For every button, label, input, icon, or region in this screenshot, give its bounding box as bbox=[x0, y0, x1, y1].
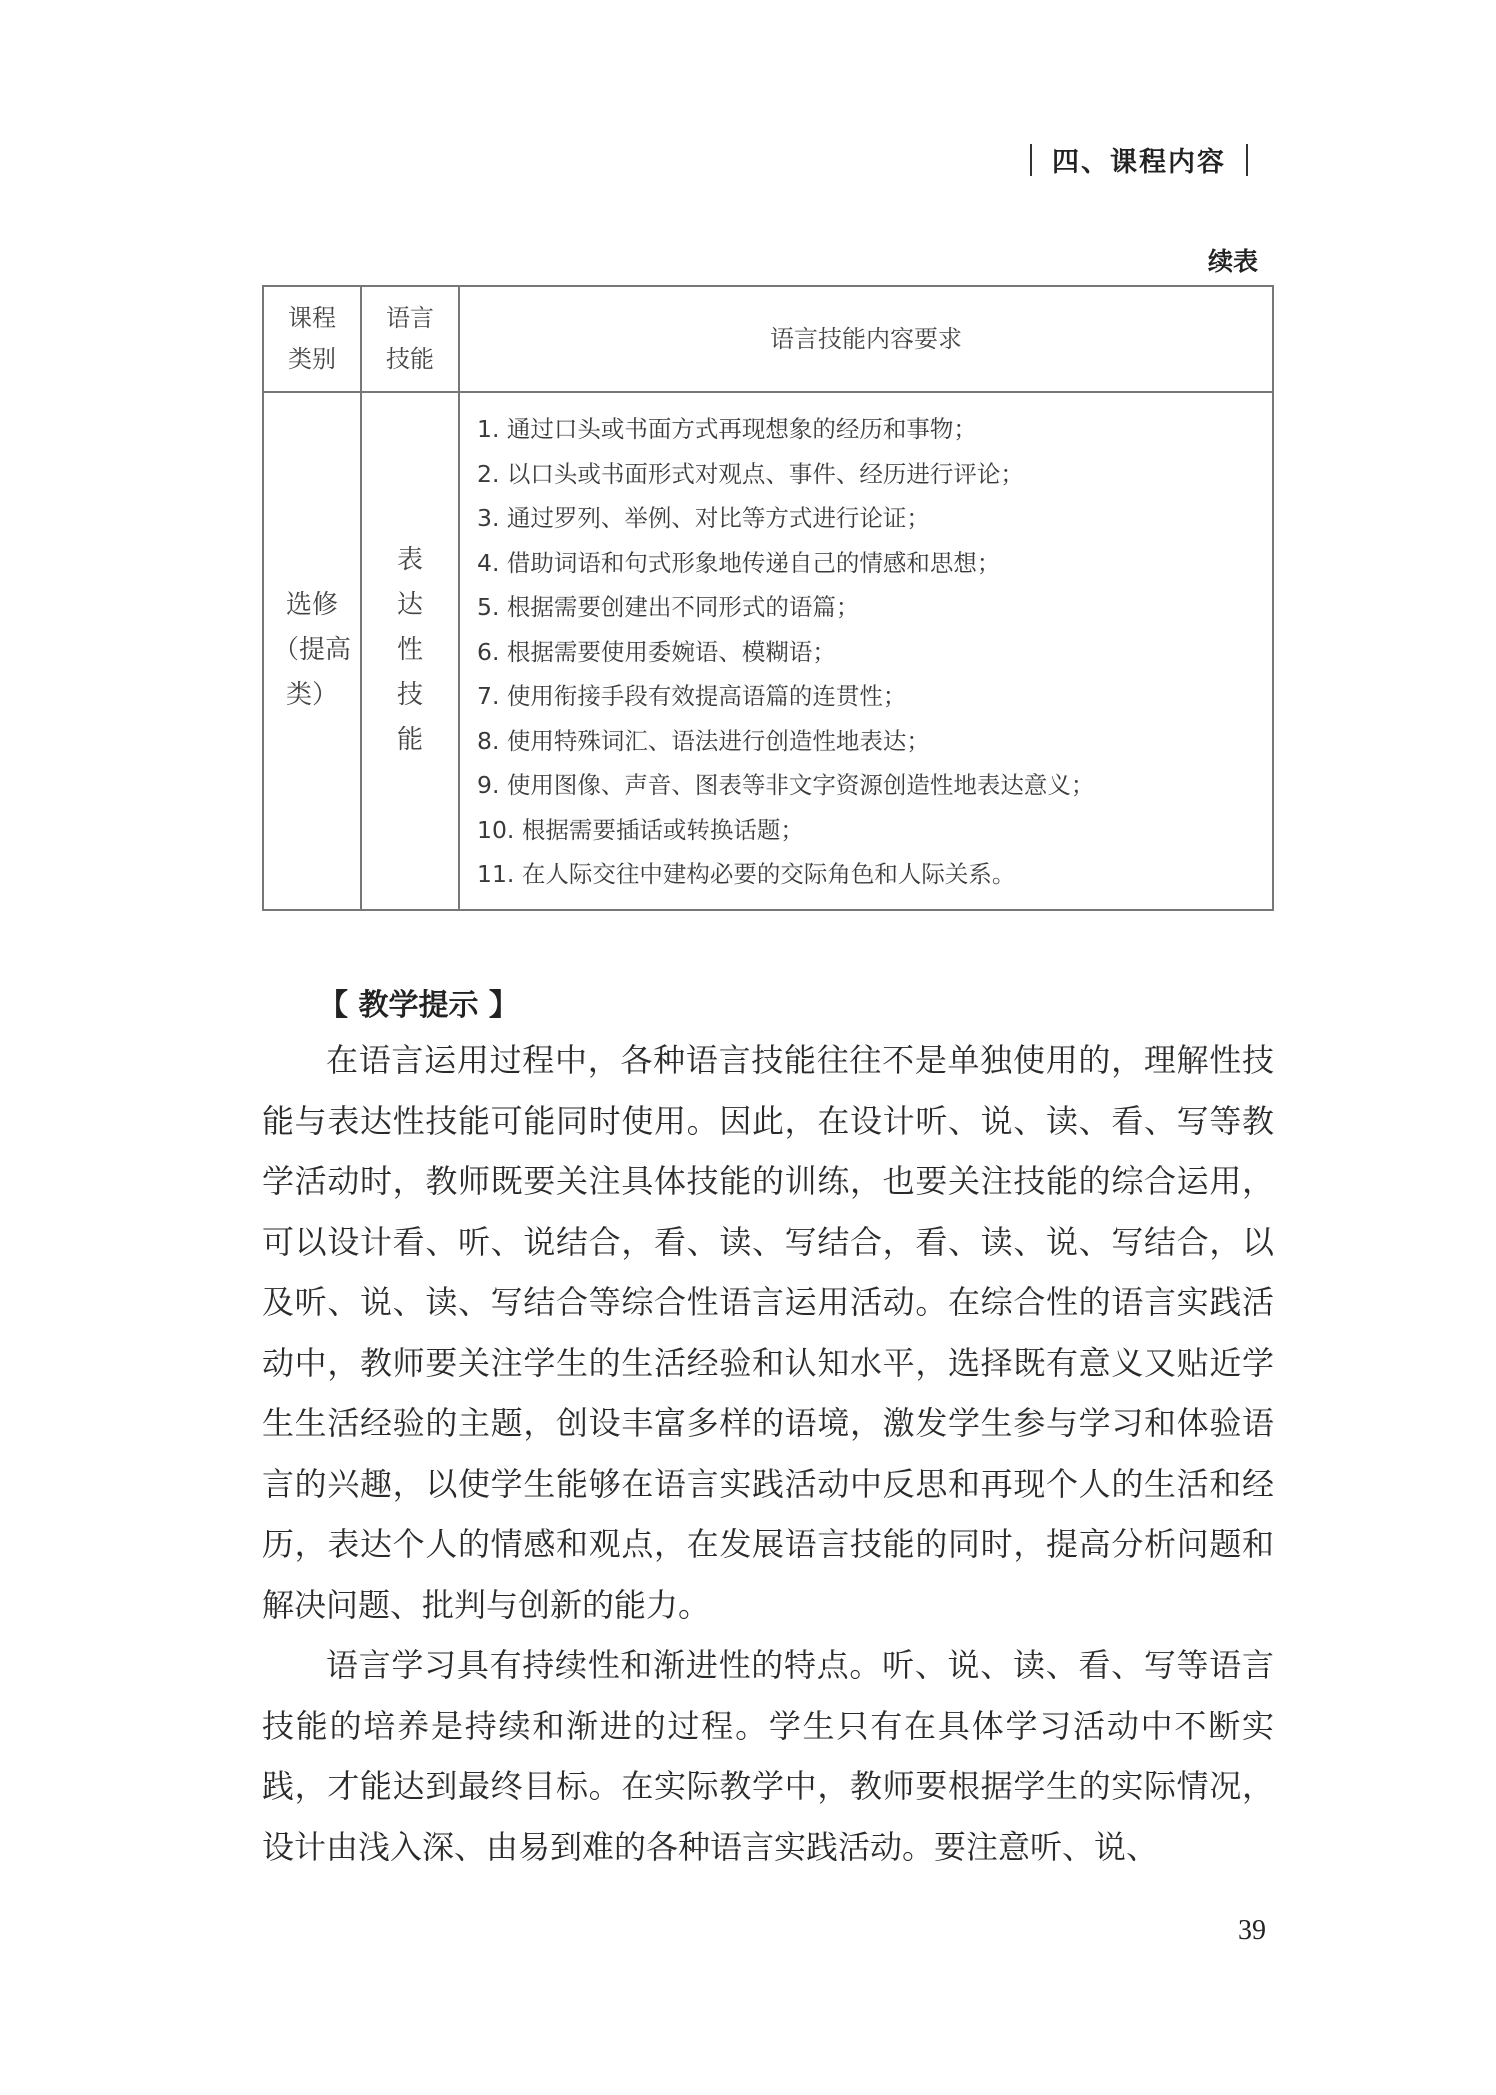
header-requirements-cell: 语言技能内容要求 bbox=[459, 286, 1273, 392]
category-line-2: （提高 bbox=[272, 635, 351, 666]
requirements-cell bbox=[459, 392, 1273, 910]
skill-char-3: 性 bbox=[396, 635, 423, 666]
header-right-bar bbox=[1246, 144, 1248, 176]
list-item: 8. 使用特殊词汇、语法进行创造性地表达； bbox=[477, 726, 930, 755]
language-skills-table bbox=[262, 285, 1274, 911]
list-item: 7. 使用衔接手段有效提高语篇的连贯性； bbox=[477, 682, 907, 710]
list-item: 6. 根据需要使用委婉语、模糊语； bbox=[477, 637, 836, 666]
running-head bbox=[1010, 140, 1268, 179]
list-item: 4. 借助词语和句式形象地传递自己的情感和思想； bbox=[477, 548, 1001, 577]
header-skill-line-1: 语言 bbox=[386, 304, 434, 332]
list-item: 11. 在人际交往中建构必要的交际角色和人际关系。 bbox=[477, 860, 1016, 888]
list-item: 2. 以口头或书面形式对观点、事件、经历进行评论； bbox=[477, 459, 1024, 488]
skill-cell bbox=[361, 392, 459, 910]
list-item: 10. 根据需要插话或转换话题； bbox=[477, 815, 804, 844]
list-item: 5. 根据需要创建出不同形式的语篇； bbox=[477, 593, 860, 621]
category-cell bbox=[263, 392, 361, 910]
skill-char-2: 达 bbox=[396, 590, 423, 621]
category-line-1: 选修 bbox=[285, 590, 338, 621]
teaching-tips-body bbox=[262, 1030, 1274, 1877]
paragraph: 在语言运用过程中，各种语言技能往往不是单独使用的，理解性技能与表达性技能可能同时使用。因此，在设计听、说、读、看、写等教学活动时，教师既要关注具体技能的训练，也要关注技能的综合运用，可以设计看、听、说结合，看、读、写结合，看、读、说、写结合，以及听、说、读、写结合等综合性语言运用活动。在综合性的语言实践活动中，教师要关注学生的生活经验和认知水平，选择既有意义又贴近学生生活经验的主题，创设丰富多样的语境，激发学生参与学习和体验语言的兴趣，以使学生能够在语言实践活动中反思和再现个人的生活和经历，表达个人的情感和观点，在发展语言技能的同时，提高分析问题和解决问题、批判与创新的能力。 bbox=[262, 1041, 1274, 1624]
table-row bbox=[263, 392, 1273, 910]
section-title: 四、课程内容 bbox=[1052, 147, 1226, 178]
paragraph: 语言学习具有持续性和渐进性的特点。听、说、读、看、写等语言技能的培养是持续和渐进的过程。学生只有在具体学习活动中不断实践，才能达到最终目标。在实际教学中，教师要根据学生的实际情况，设计由浅入深、由易到难的各种语言实践活动。要注意听、说、 bbox=[262, 1646, 1274, 1866]
skill-char-5: 能 bbox=[396, 725, 423, 756]
page-number: 39 bbox=[1238, 1915, 1266, 1946]
header-category-cell bbox=[263, 286, 361, 392]
table-continued-label: 续表 bbox=[1207, 247, 1258, 276]
skill-char-1: 表 bbox=[396, 545, 423, 576]
header-skill-line-2: 技能 bbox=[386, 345, 434, 373]
list-item: 1. 通过口头或书面方式再现想象的经历和事物； bbox=[477, 415, 977, 443]
table-header-row bbox=[263, 286, 1273, 392]
header-left-bar bbox=[1030, 144, 1032, 176]
header-skill-cell bbox=[361, 286, 459, 392]
skill-char-4: 技 bbox=[396, 680, 423, 711]
list-item: 9. 使用图像、声音、图表等非文字资源创造性地表达意义； bbox=[477, 771, 1095, 799]
header-category-line-1: 课程 bbox=[288, 304, 336, 332]
list-item: 3. 通过罗列、举例、对比等方式进行论证； bbox=[477, 504, 930, 532]
category-line-3: 类） bbox=[285, 680, 338, 711]
teaching-tips-heading: 【 教学提示 】 bbox=[318, 988, 519, 1023]
header-category-line-2: 类别 bbox=[288, 345, 336, 373]
